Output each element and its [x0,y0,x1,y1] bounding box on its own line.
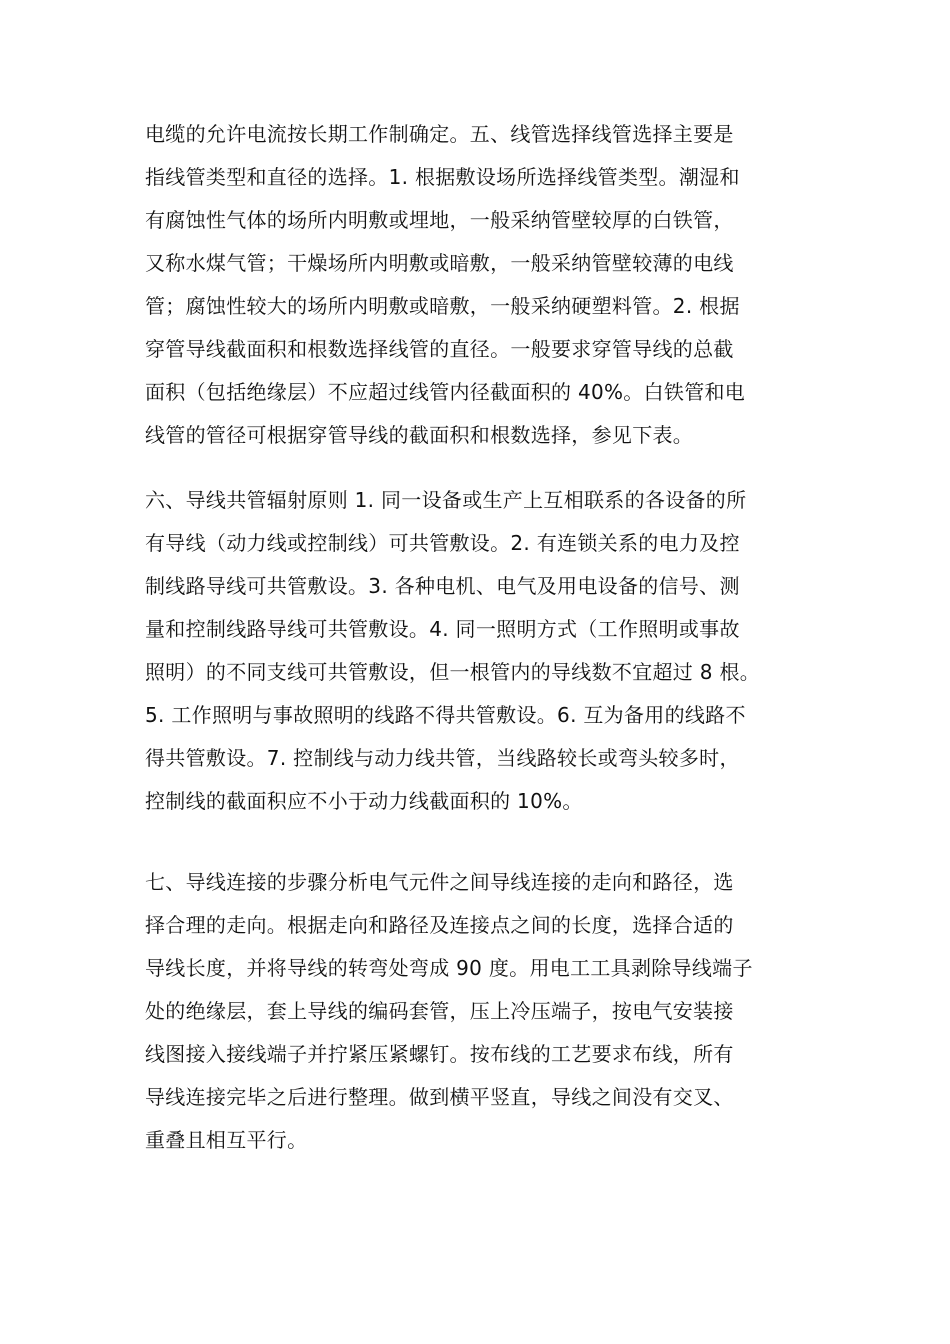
text-line: 5. 工作照明与事故照明的线路不得共管敷设。6. 互为备用的线路不 [145,703,746,727]
text-line: 重叠且相互平行。 [145,1128,308,1152]
text-line: 量和控制线路导线可共管敷设。4. 同一照明方式（工作照明或事故 [145,617,740,641]
text-line: 管；腐蚀性较大的场所内明敷或暗敷，一般采纳硬塑料管。2. 根据 [145,294,740,318]
text-line: 六、导线共管辐射原则 1. 同一设备或生产上互相联系的各设备的所 [145,488,747,512]
text-line: 制线路导线可共管敷设。3. 各种电机、电气及用电设备的信号、测 [145,574,740,598]
text-line: 控制线的截面积应不小于动力线截面积的 10%。 [145,789,583,813]
text-line: 七、导线连接的步骤分析电气元件之间导线连接的走向和路径，选 [145,870,734,894]
text-line: 穿管导线截面积和根数选择线管的直径。一般要求穿管导线的总截 [145,337,734,361]
text-line: 又称水煤气管；干燥场所内明敷或暗敷，一般采纳管壁较薄的电线 [145,251,734,275]
paragraph-wire-connection-steps [145,861,825,1162]
text-line: 得共管敷设。7. 控制线与动力线共管，当线路较长或弯头较多时， [145,746,740,770]
paragraph-cable-and-conduit-selection [145,113,825,457]
text-line: 照明）的不同支线可共管敷设，但一根管内的导线数不宜超过 8 根。 [145,660,761,684]
paragraph-shared-conduit-principles [145,479,825,823]
text-line: 面积（包括绝缘层）不应超过线管内径截面积的 40%。白铁管和电 [145,380,746,404]
text-line: 处的绝缘层，套上导线的编码套管，压上冷压端子，按电气安装接 [145,999,734,1023]
text-line: 电缆的允许电流按长期工作制确定。五、线管选择线管选择主要是 [145,122,734,146]
text-line: 线图接入接线端子并拧紧压紧螺钉。按布线的工艺要求布线，所有 [145,1042,734,1066]
text-line: 有导线（动力线或控制线）可共管敷设。2. 有连锁关系的电力及控 [145,531,740,555]
text-line: 导线连接完毕之后进行整理。做到横平竖直，导线之间没有交叉、 [145,1085,734,1109]
text-line: 指线管类型和直径的选择。1. 根据敷设场所选择线管类型。潮湿和 [145,165,740,189]
text-line: 有腐蚀性气体的场所内明敷或埋地，一般采纳管壁较厚的白铁管， [145,208,734,232]
text-line: 导线长度，并将导线的转弯处弯成 90 度。用电工工具剥除导线端子 [145,956,753,980]
text-line: 线管的管径可根据穿管导线的截面积和根数选择，参见下表。 [145,423,694,447]
text-line: 择合理的走向。根据走向和路径及连接点之间的长度，选择合适的 [145,913,734,937]
